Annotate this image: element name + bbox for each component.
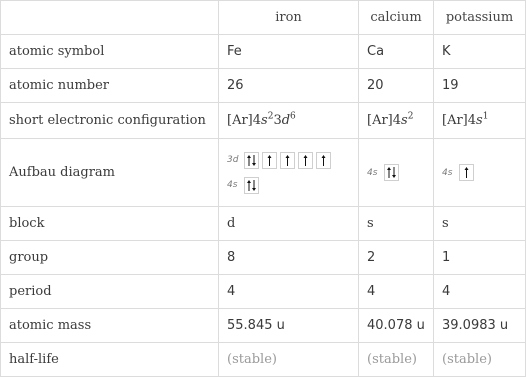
config-potassium: $[Ar]4s^1$ [434,103,526,139]
cell-calcium: 4 [359,275,434,309]
row-label: period [1,275,219,309]
orbital-4s: 4s [227,177,350,194]
aufbau-calcium [359,139,434,207]
row-label: atomic mass [1,309,219,343]
table-row [1,103,526,139]
cell-potassium: s [434,207,526,241]
table-row [1,275,526,309]
aufbau-iron [219,139,359,207]
cell-calcium: (stable) [359,343,434,377]
updown-box [244,177,259,194]
spin-pair-icon [245,178,258,193]
table-row [1,139,526,207]
row-label: atomic number [1,69,219,103]
cell-potassium: 4 [434,275,526,309]
row-label: block [1,207,219,241]
table-row [1,343,526,377]
up-box [298,152,313,169]
cell-calcium: 40.078 u [359,309,434,343]
table-row [1,207,526,241]
table-row [1,35,526,69]
row-label: half-life [1,343,219,377]
header-calcium: calcium [359,1,434,35]
orbital-3d: 3d [227,152,350,169]
row-label: atomic symbol [1,35,219,69]
header-row [1,1,526,35]
row-label: group [1,241,219,275]
updown-box [244,152,259,169]
cell-iron: 8 [219,241,359,275]
spin-up-icon [299,153,312,168]
table-row [1,309,526,343]
row-label: short electronic configuration [1,103,219,139]
header-iron: iron [219,1,359,35]
row-label: Aufbau diagram [1,139,219,207]
config-iron: $[Ar]4s^23d^6$ [219,103,359,139]
cell-iron: 26 [219,69,359,103]
cell-iron: Fe [219,35,359,69]
aufbau-potassium [434,139,526,207]
cell-potassium: 19 [434,69,526,103]
table-row [1,69,526,103]
up-box [316,152,331,169]
cell-iron: d [219,207,359,241]
cell-potassium: 39.0983 u [434,309,526,343]
cell-potassium: 1 [434,241,526,275]
spin-up-icon [460,165,473,180]
cell-iron: 55.845 u [219,309,359,343]
spin-pair-icon [245,153,258,168]
cell-potassium: K [434,35,526,69]
up-box [280,152,295,169]
up-box [459,164,474,181]
orbital-4s: 4s [367,164,425,181]
cell-calcium: s [359,207,434,241]
cell-calcium: 2 [359,241,434,275]
header-potassium: potassium [434,1,526,35]
table-row [1,241,526,275]
header-empty [1,1,219,35]
spin-pair-icon [385,165,398,180]
spin-up-icon [281,153,294,168]
up-box [262,152,277,169]
config-calcium: $[Ar]4s^2$ [359,103,434,139]
cell-iron: (stable) [219,343,359,377]
spin-up-icon [263,153,276,168]
cell-potassium: (stable) [434,343,526,377]
spin-up-icon [317,153,330,168]
cell-iron: 4 [219,275,359,309]
cell-calcium: 20 [359,69,434,103]
updown-box [384,164,399,181]
orbital-4s: 4s [442,164,517,181]
cell-calcium: Ca [359,35,434,69]
